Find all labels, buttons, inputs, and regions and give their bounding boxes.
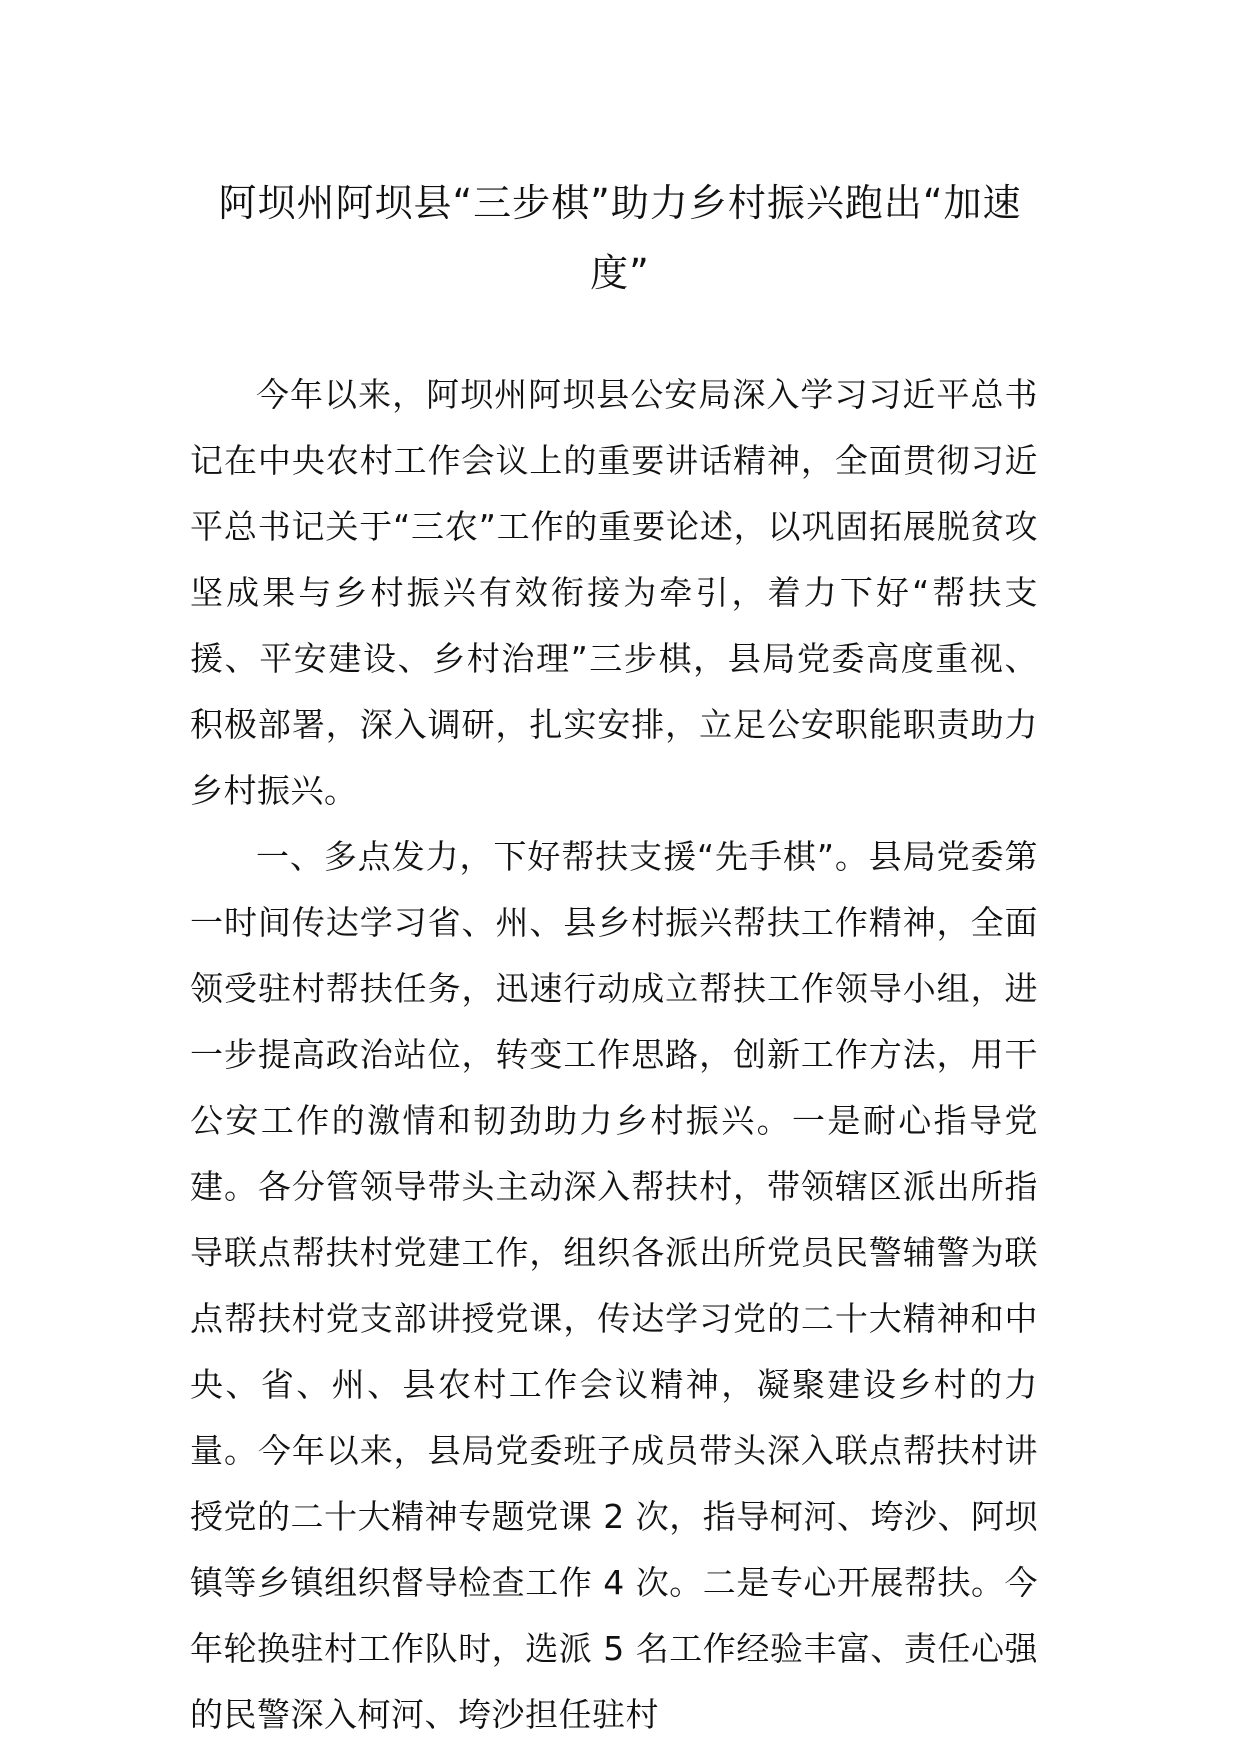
paragraph-section-one [190, 824, 1038, 1748]
section-heading: 一、多点发力，下好帮扶支援“先手棋”。 [256, 837, 869, 876]
paragraph-text: 今年以来，阿坝州阿坝县公安局深入学习习近平总书记在中央农村工作会议上的重要讲话精神，全面贯彻习近平总书记关于“三农”工作的重要论述，以巩固拓展脱贫攻坚成果与乡村振兴有效衔接为牵引，着力下好“帮扶支援、平安建设、乡村治理”三步棋，县局党委高度重视、积极部署，深入调研，扎实安排，立足公安职能职责助力乡村振兴。 [190, 375, 1038, 810]
paragraph-text: 县局党委第一时间传达学习省、州、县乡村振兴帮扶工作精神，全面领受驻村帮扶任务，迅速行动成立帮扶工作领导小组，进一步提高政治站位，转变工作思路，创新工作方法，用干公安工作的激情和韧劲助力乡村振兴。一是耐心指导党建。各分管领导带头主动深入帮扶村，带领辖区派出所指导联点帮扶村党建工作，组织各派出所党员民警辅警为联点帮扶村党支部讲授党课，传达学习党的二十大精神和中央、省、州、县农村工作会议精神，凝聚建设乡村的力量。今年以来，县局党委班子成员带头深入联点帮扶村讲授党的二十大精神专题党课 2 次，指导柯河、垮沙、阿坝镇等乡镇组织督导检查工作 4 次。二是专心开展帮扶。今年轮换驻村工作队时，选派 5 名工作经验丰富、责任心强的民警深入柯河、垮沙担任驻村 [190, 837, 1039, 1734]
document-title: 阿坝州阿坝县“三步棋”助力乡村振兴跑出“加速度” [218, 181, 1022, 295]
document-body [190, 362, 1038, 1748]
paragraph-intro [190, 362, 1038, 824]
